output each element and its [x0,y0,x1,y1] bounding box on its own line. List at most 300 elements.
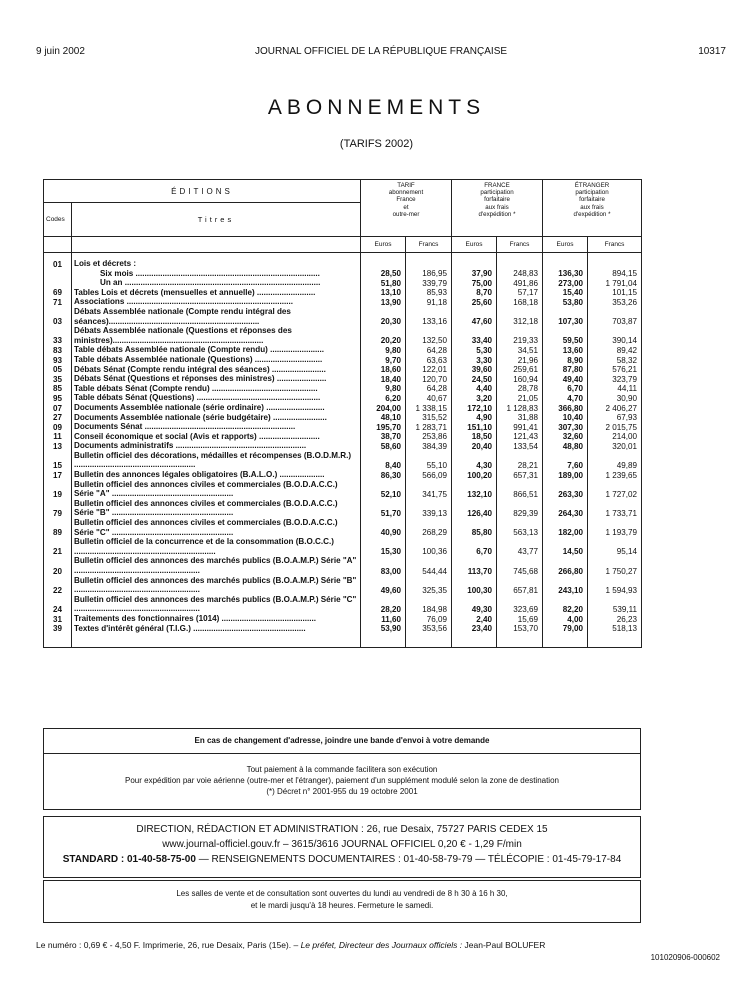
cell-france-francs: 866,51 [497,480,543,499]
cell-france-euros: 100,30 [452,576,497,595]
row-title [72,624,361,648]
header-page-number: 10317 [698,46,726,57]
cell-tarif-euros: 13,90 [361,297,406,307]
cell-france-francs: 1 128,83 [497,403,543,413]
cell-etranger-euros: 266,80 [543,556,588,575]
cell-france-euros: 24,50 [452,374,497,384]
row-code: 24 [44,595,72,614]
cell-france-francs: 248,83 [497,269,543,279]
cell-france-francs: 323,69 [497,595,543,614]
cell-france-euros: 113,70 [452,556,497,575]
cell-tarif-euros: 51,80 [361,278,406,288]
row-title [72,499,361,518]
cell-etranger-francs: 518,13 [588,624,642,648]
cell-tarif-euros: 9,80 [361,384,406,394]
cell-etranger-francs: 703,87 [588,307,642,326]
cell-etranger-euros: 107,30 [543,307,588,326]
cell-etranger-euros: 366,80 [543,403,588,413]
cell-tarif-francs: 186,95 [406,269,452,279]
cell-france-euros: 4,30 [452,451,497,470]
cell-tarif-euros: 8,40 [361,451,406,470]
cell-france-francs: 21,05 [497,393,543,403]
cell-tarif-francs: 315,52 [406,413,452,423]
row-code: 19 [44,480,72,499]
tariff-table [43,179,642,648]
cell-etranger-euros: 87,80 [543,365,588,375]
cell-tarif-francs: 120,70 [406,374,452,384]
row-title [72,413,361,423]
row-code: 13 [44,441,72,451]
cell-france-francs: 829,39 [497,499,543,518]
cell-tarif-francs: 339,79 [406,278,452,288]
footer-name: Jean-Paul BOLUFER [464,940,546,950]
row-title-text: Table débats Sénat (Questions) ....................................................... [74,393,321,403]
cell-etranger-francs: 214,00 [588,432,642,442]
standard-phone: STANDARD : 01-40-58-75-00 [62,854,196,865]
france-header-text: FRANCE participation forfaitaire aux frais d'expédition * [478,182,516,218]
cell-france-euros: 33,40 [452,326,497,345]
footer-prefect: Le préfet, Directeur des Journaux officiels : [300,940,463,950]
row-title [72,614,361,624]
cell-etranger-euros: 307,30 [543,422,588,432]
cell-tarif-francs: 91,18 [406,297,452,307]
row-code: 85 [44,384,72,394]
row-title [72,470,361,480]
cell-tarif-francs: 544,44 [406,556,452,575]
cell-tarif-francs: 63,63 [406,355,452,365]
cell-tarif-francs: 40,67 [406,393,452,403]
sales-line-2: et le mardi jusqu'à 18 heures. Fermeture le samedi. [250,901,434,910]
decree-reference: (*) Décret n° 2001-955 du 19 octobre 2001 [266,787,418,796]
cell-tarif-euros [361,253,406,269]
cell-tarif-euros: 40,90 [361,518,406,537]
cell-tarif-euros: 9,80 [361,345,406,355]
codes-header: Codes [44,203,72,237]
cell-tarif-francs: 64,28 [406,384,452,394]
row-title [72,307,361,326]
payment-line-1: Tout paiement à la commande facilitera son exécution [246,765,438,774]
cell-etranger-francs: 1 791,04 [588,278,642,288]
cell-tarif-francs: 184,98 [406,595,452,614]
cell-etranger-francs: 44,11 [588,384,642,394]
row-code [44,269,72,279]
page-title: ABONNEMENTS [267,96,486,119]
cell-france-euros: 75,00 [452,278,497,288]
footer-price: Le numéro : 0,69 € - 4,50 F. Imprimerie, 26, rue Desaix, Paris (15e). – [36,940,299,950]
row-title-text: Table débats Sénat (Compte rendu) ............................................... [74,383,318,393]
row-title-text: Textes d'intérêt général (T.I.G.) .................................................. [74,623,306,633]
cell-etranger-euros: 8,90 [543,355,588,365]
cell-france-euros: 39,60 [452,365,497,375]
table-row [44,365,642,375]
row-code: 01 [44,253,72,269]
cell-france-francs: 991,41 [497,422,543,432]
direction-address: DIRECTION, RÉDACTION ET ADMINISTRATION : 26, rue Desaix, 75727 PARIS CEDEX 15 [136,824,548,835]
table-row [44,393,642,403]
table-row [44,624,642,648]
cell-france-euros: 18,50 [452,432,497,442]
cell-tarif-euros: 52,10 [361,480,406,499]
cell-france-francs: 28,78 [497,384,543,394]
cell-etranger-euros: 53,80 [543,297,588,307]
cell-tarif-francs [406,253,452,269]
row-title-text: Table débats Assemblée nationale (Questions) .............................. [74,354,323,364]
row-title [72,432,361,442]
row-code: 03 [44,307,72,326]
row-title [72,556,361,575]
row-title [72,278,361,288]
table-row [44,576,642,595]
cell-france-francs: 57,17 [497,288,543,298]
cell-tarif-euros: 18,40 [361,374,406,384]
table-row [44,614,642,624]
cell-france-francs: 219,33 [497,326,543,345]
cell-etranger-francs: 1 733,71 [588,499,642,518]
cell-france-francs: 745,68 [497,556,543,575]
cell-france-francs: 153,70 [497,624,543,648]
table-row [44,297,642,307]
cell-etranger-francs: 539,11 [588,595,642,614]
cell-tarif-euros: 20,20 [361,326,406,345]
row-code: 89 [44,518,72,537]
cell-etranger-euros: 273,00 [543,278,588,288]
cell-france-euros: 3,30 [452,355,497,365]
cell-tarif-euros: 6,20 [361,393,406,403]
cell-tarif-euros: 51,70 [361,499,406,518]
row-title-text: Bulletin officiel des annonces des marchés publics (B.O.A.M.P.) Série "C" ........................................................ [74,594,357,614]
cell-etranger-euros: 15,40 [543,288,588,298]
row-code: 39 [44,624,72,648]
page-header [36,46,726,60]
payment-notice [43,753,641,810]
table-row [44,595,642,614]
row-code [44,278,72,288]
table-row [44,269,642,279]
cell-etranger-francs [588,253,642,269]
cell-etranger-francs: 1 727,02 [588,480,642,499]
row-title-text: Bulletin des annonces légales obligatoires (B.A.L.O.) .................... [74,470,325,480]
table-row [44,307,642,326]
cell-tarif-euros: 49,60 [361,576,406,595]
cell-france-euros: 172,10 [452,403,497,413]
cell-etranger-euros: 82,20 [543,595,588,614]
cell-tarif-euros: 28,50 [361,269,406,279]
table-row [44,537,642,556]
row-code: 33 [44,326,72,345]
row-code: 35 [44,374,72,384]
cell-tarif-euros: 11,60 [361,614,406,624]
table-row [44,499,642,518]
cell-tarif-francs: 566,09 [406,470,452,480]
row-title-text: Bulletin officiel des annonces des marchés publics (B.O.A.M.P.) Série "A" ........................................................ [74,556,357,575]
cell-tarif-francs: 100,36 [406,537,452,556]
codes-spacer [44,237,72,253]
tarif-column-header [361,180,452,237]
cell-tarif-francs: 268,29 [406,518,452,537]
row-code: 93 [44,355,72,365]
cell-etranger-euros: 263,30 [543,480,588,499]
row-code: 95 [44,393,72,403]
renseignements-phone: — RENSEIGNEMENTS DOCUMENTAIRES : 01-40-58-79-79 [198,854,473,865]
table-row [44,441,642,451]
tariff-table-body [44,253,642,648]
row-title [72,518,361,537]
table-row [44,326,642,345]
cell-etranger-francs: 26,23 [588,614,642,624]
table-row [44,470,642,480]
cell-tarif-euros: 9,70 [361,355,406,365]
table-row [44,288,642,298]
row-title-text: Débats Sénat (Questions et réponses des ministres) ...................... [74,374,327,384]
row-title [72,384,361,394]
row-title [72,374,361,384]
table-row [44,278,642,288]
cell-france-euros: 20,40 [452,441,497,451]
tarif-francs-header: Francs [406,237,452,253]
cell-tarif-francs: 353,56 [406,624,452,648]
table-row [44,432,642,442]
cell-france-francs: 657,31 [497,470,543,480]
row-title [72,297,361,307]
cell-etranger-euros: 14,50 [543,537,588,556]
cell-etranger-francs: 353,26 [588,297,642,307]
cell-france-francs: 34,51 [497,345,543,355]
row-code: 09 [44,422,72,432]
row-title [72,480,361,499]
page-footer [36,940,716,950]
cell-tarif-francs: 55,10 [406,451,452,470]
cell-tarif-euros: 58,60 [361,441,406,451]
cell-etranger-francs: 58,32 [588,355,642,365]
cell-tarif-euros: 13,10 [361,288,406,298]
table-row [44,384,642,394]
titres-spacer [72,237,361,253]
cell-etranger-francs: 1 594,93 [588,576,642,595]
contact-box [43,816,641,878]
row-title-text: Bulletin officiel des annonces civiles et commerciales (B.O.D.A.C.C.) Série "C" ...................................................... [74,518,338,537]
cell-france-euros: 132,10 [452,480,497,499]
cell-tarif-euros: 53,90 [361,624,406,648]
cell-etranger-francs: 1 193,79 [588,518,642,537]
cell-france-francs: 657,81 [497,576,543,595]
cell-etranger-euros: 136,30 [543,269,588,279]
print-reference: 101020906-000602 [650,953,720,962]
row-code: 22 [44,576,72,595]
row-code: 69 [44,288,72,298]
france-francs-header: Francs [497,237,543,253]
website-line: www.journal-officiel.gouv.fr – 3615/3616 JOURNAL OFFICIEL 0,20 € - 1,29 F/min [162,839,522,850]
cell-etranger-francs: 2 015,75 [588,422,642,432]
cell-tarif-euros: 28,20 [361,595,406,614]
tarif-euros-header: Euros [361,237,406,253]
cell-france-francs: 160,94 [497,374,543,384]
cell-etranger-euros: 4,70 [543,393,588,403]
cell-tarif-francs: 1 338,15 [406,403,452,413]
table-row [44,403,642,413]
cell-tarif-francs: 339,13 [406,499,452,518]
row-title [72,537,361,556]
phone-line [44,852,640,867]
row-title-text: Documents Assemblée nationale (série budgétaire) ........................ [74,412,327,422]
cell-france-francs [497,253,543,269]
cell-tarif-euros: 195,70 [361,422,406,432]
cell-france-euros: 85,80 [452,518,497,537]
cell-etranger-francs: 30,90 [588,393,642,403]
cell-etranger-francs: 1 239,65 [588,470,642,480]
cell-tarif-francs: 253,86 [406,432,452,442]
cell-france-euros [452,253,497,269]
cell-etranger-euros: 32,60 [543,432,588,442]
etranger-column-header [543,180,642,237]
cell-france-euros: 37,90 [452,269,497,279]
row-title [72,451,361,470]
cell-etranger-euros: 79,00 [543,624,588,648]
cell-france-euros: 100,20 [452,470,497,480]
row-title [72,253,361,269]
cell-france-euros: 47,60 [452,307,497,326]
row-title [72,288,361,298]
row-title [72,403,361,413]
row-title-text: Bulletin officiel des annonces civiles et commerciales (B.O.D.A.C.C.) Série "A" ...................................................... [74,479,338,499]
row-title [72,393,361,403]
cell-etranger-euros: 182,00 [543,518,588,537]
row-title [72,595,361,614]
cell-etranger-francs: 49,89 [588,451,642,470]
cell-etranger-francs: 1 750,27 [588,556,642,575]
sales-hours-box [43,880,641,923]
page-subtitle: (TARIFS 2002) [339,138,414,150]
row-title [72,326,361,345]
cell-etranger-francs: 323,79 [588,374,642,384]
france-column-header [452,180,543,237]
titres-header: Titres [72,203,361,237]
cell-etranger-euros: 4,00 [543,614,588,624]
cell-france-francs: 168,18 [497,297,543,307]
cell-tarif-francs: 325,35 [406,576,452,595]
row-title-text: Lois et décrets : [74,259,137,268]
row-title-text: Conseil économique et social (Avis et rapports) ........................... [74,431,320,441]
table-row [44,413,642,423]
sales-line-1: Les salles de vente et de consultation sont ouvertes du lundi au vendredi de 8 h 30 à 16 h 30, [176,889,508,898]
cell-tarif-francs: 1 283,71 [406,422,452,432]
cell-france-euros: 25,60 [452,297,497,307]
table-row [44,345,642,355]
row-title-text: Documents administratifs .......................................................... [74,441,307,451]
cell-tarif-francs: 64,28 [406,345,452,355]
cell-etranger-francs: 95,14 [588,537,642,556]
cell-france-euros: 6,70 [452,537,497,556]
row-code: 15 [44,451,72,470]
cell-tarif-euros: 18,60 [361,365,406,375]
cell-tarif-francs: 341,75 [406,480,452,499]
row-code: 83 [44,345,72,355]
cell-france-euros: 8,70 [452,288,497,298]
cell-tarif-francs: 133,16 [406,307,452,326]
table-row [44,556,642,575]
cell-tarif-euros: 83,00 [361,556,406,575]
table-row [44,422,642,432]
etranger-header-text: ÉTRANGER participation forfaitaire aux frais d'expédition * [573,182,611,218]
cell-tarif-francs: 76,09 [406,614,452,624]
cell-france-euros: 2,40 [452,614,497,624]
cell-etranger-euros: 13,60 [543,345,588,355]
row-code: 05 [44,365,72,375]
table-row [44,451,642,470]
cell-etranger-euros: 6,70 [543,384,588,394]
row-title [72,576,361,595]
row-title-text: Débats Assemblée nationale (Questions et réponses des ministres)................................................................... [74,326,292,345]
tarif-header-text: TARIF abonnement France et outre-mer [388,182,424,218]
cell-tarif-euros: 86,30 [361,470,406,480]
cell-france-francs: 28,21 [497,451,543,470]
table-row [44,480,642,499]
row-title-text: Bulletin officiel des décorations, médailles et récompenses (B.O.D.M.R.) ...................................................... [74,450,352,470]
cell-etranger-francs: 101,15 [588,288,642,298]
row-title-text: Table débats Assemblée nationale (Compte rendu) ........................ [74,345,325,355]
cell-tarif-euros: 204,00 [361,403,406,413]
row-title [72,355,361,365]
row-title [72,422,361,432]
cell-france-francs: 121,43 [497,432,543,442]
row-code: 27 [44,413,72,423]
row-code: 20 [44,556,72,575]
row-title-text: Associations .......................................................................... [74,297,294,307]
row-title [72,441,361,451]
row-title-text: Documents Sénat ................................................................... [74,422,296,432]
cell-france-euros: 49,30 [452,595,497,614]
cell-etranger-francs: 2 406,27 [588,403,642,413]
etranger-francs-header: Francs [588,237,642,253]
cell-france-francs: 21,96 [497,355,543,365]
row-code: 21 [44,537,72,556]
row-title-text: Tables Lois et décrets (mensuelles et annuelle) .......................... [74,287,316,297]
payment-line-2: Pour expédition par voie aérienne (outre-mer et l'étranger), paiement d'un supplément modulé selon la zone de destination [125,776,559,785]
row-title [72,365,361,375]
cell-tarif-francs: 85,93 [406,288,452,298]
cell-etranger-francs: 89,42 [588,345,642,355]
row-title-text: Bulletin officiel des annonces civiles et commerciales (B.O.D.A.C.C.) Série "B" ...................................................... [74,498,338,518]
cell-etranger-euros [543,253,588,269]
cell-etranger-francs: 320,01 [588,441,642,451]
cell-etranger-francs: 576,21 [588,365,642,375]
cell-france-euros: 4,40 [452,384,497,394]
row-title-text: Bulletin officiel de la concurrence et de la consommation (B.O.C.C.) ............................................................... [74,537,334,556]
cell-etranger-euros: 59,50 [543,326,588,345]
cell-etranger-francs: 67,93 [588,413,642,423]
table-row [44,253,642,269]
row-code: 71 [44,297,72,307]
address-change-notice: En cas de changement d'adresse, joindre une bande d'envoi à votre demande [43,728,641,754]
cell-france-euros: 151,10 [452,422,497,432]
cell-france-francs: 133,54 [497,441,543,451]
cell-etranger-francs: 390,14 [588,326,642,345]
cell-etranger-euros: 264,30 [543,499,588,518]
row-title-text: Traitements des fonctionnaires (1014) .......................................... [74,613,316,623]
header-date: 9 juin 2002 [36,46,85,57]
cell-tarif-francs: 384,39 [406,441,452,451]
row-code: 79 [44,499,72,518]
cell-france-euros: 4,90 [452,413,497,423]
table-row [44,518,642,537]
etranger-euros-header: Euros [543,237,588,253]
cell-france-francs: 15,69 [497,614,543,624]
table-row [44,355,642,365]
cell-tarif-euros: 15,30 [361,537,406,556]
cell-etranger-euros: 48,80 [543,441,588,451]
row-title-text: Bulletin officiel des annonces des marchés publics (B.O.A.M.P.) Série "B" ........................................................ [74,575,357,595]
cell-france-euros: 3,20 [452,393,497,403]
editions-header: ÉDITIONS [44,180,361,203]
